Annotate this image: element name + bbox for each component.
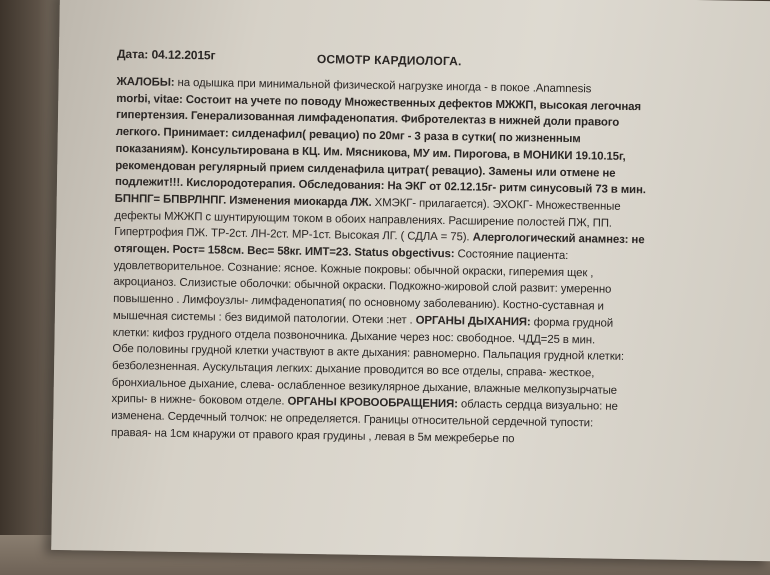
document-date: Дата: 04.12.2015г <box>116 46 216 63</box>
document-page <box>51 0 770 561</box>
text-segment: повышенно . Лимфоузлы- лимфаденопатия( по основному заболеванию). Костно-суставная и <box>113 293 604 313</box>
text-segment: на одышка при минимальной физической нагрузке иногда - в покое .Anamnesis <box>174 76 592 96</box>
text-segment: отягощен. Рост= 158см. Вес= 58кг. ИМТ=23. Status obgectivus: <box>113 242 455 261</box>
text-segment: форма грудной <box>530 316 614 330</box>
text-segment: мышечная системы : без видимой патологии. Отеки :нет . <box>112 309 416 327</box>
text-segment: morbi, vitae: Состоит на учете по поводу Множественных дефектов МЖЖП, высокая легочная <box>116 92 642 113</box>
text-segment: ОРГАНЫ КРОВООБРАЩЕНИЯ: <box>287 395 458 411</box>
text-segment: безболезненная. Аускультация легких: дыхание проводится во все отделы, справа- жесткое, <box>112 359 595 380</box>
text-segment: показаниям). Консультирована в КЦ. Им. Мясникова, МУ им. Пирогова, в МОНИКИ 19.10.15г, <box>115 142 626 163</box>
text-segment: рекомендован регулярный прием силденафила цитрат( ревацио). Замены или отмене не <box>115 159 616 180</box>
text-segment: область сердца визуально: не <box>457 398 618 414</box>
text-segment: хрипы- в нижне- боковом отделе. <box>111 393 288 408</box>
text-segment: Состояние пациента: <box>454 248 569 263</box>
text-segment: акроцианоз. Слизистые оболочки: обычной окраски. Подкожно-жировой слой развит: умеренно <box>113 276 612 297</box>
text-segment: удовлетворительное. Сознание: ясное. Кожные покровы: обычной окраски, гиперемия щек , <box>113 259 594 280</box>
text-segment: изменена. Сердечный толчок: не определяется. Границы относительной сердечной тупости: <box>111 409 594 430</box>
page-content <box>111 46 757 451</box>
document-title: ОСМОТР КАРДИОЛОГА. <box>316 52 462 69</box>
text-segment: ОРГАНЫ ДЫХАНИЯ: <box>415 314 531 329</box>
text-segment: гипертензия. Генерализованная лимфаденопатия. Фибротелектаз в нижней доли правого <box>115 109 620 130</box>
text-segment: бронхиальное дыхание, слева- ослабленное везикулярное дыхание, влажные мелкопузырчатые <box>111 376 618 397</box>
text-segment: Гипертрофия ПЖ. ТР-2ст. ЛН-2ст. МР-1ст. Высокая ЛГ. ( СДЛА = 75). <box>114 226 470 244</box>
text-segment: дефекты МЖЖП с шунтирующим током в обоих направлениях. Расширение полостей ПЖ, ПП. <box>114 209 613 230</box>
text-segment: правая- на 1см кнаружи от правого края грудины , левая в 5м межреберье по <box>110 426 515 445</box>
text-segment: легкого. Принимает: силденафил( ревацио) по 20мг - 3 раза в сутки( по жизненным <box>115 126 581 146</box>
text-segment: Обе половины грудной клетки участвуют в акте дыхания: равномерно. Пальпация грудной клетки: <box>112 343 625 364</box>
document-body <box>111 74 757 451</box>
text-segment: Алергологический анамнез: не <box>469 231 645 247</box>
text-segment: подлежит!!!. Кислородотерапия. Обследования: На ЭКГ от 02.12.15г- ритм синусовый 73 в мин. <box>114 176 646 197</box>
document-header <box>117 46 757 78</box>
text-segment: клетки: кифоз грудного отдела позвоночника. Дыхание через нос: свободное. ЧДД=25 в мин. <box>112 326 596 346</box>
text-segment: БПНПГ= БПВРЛНПГ. Изменения миокарда ЛЖ. <box>114 192 372 209</box>
text-segment: ЖАЛОБЫ: <box>116 75 175 89</box>
text-segment: ХМЭКГ- прилагается). ЭХОКГ- Множественные <box>371 196 621 213</box>
